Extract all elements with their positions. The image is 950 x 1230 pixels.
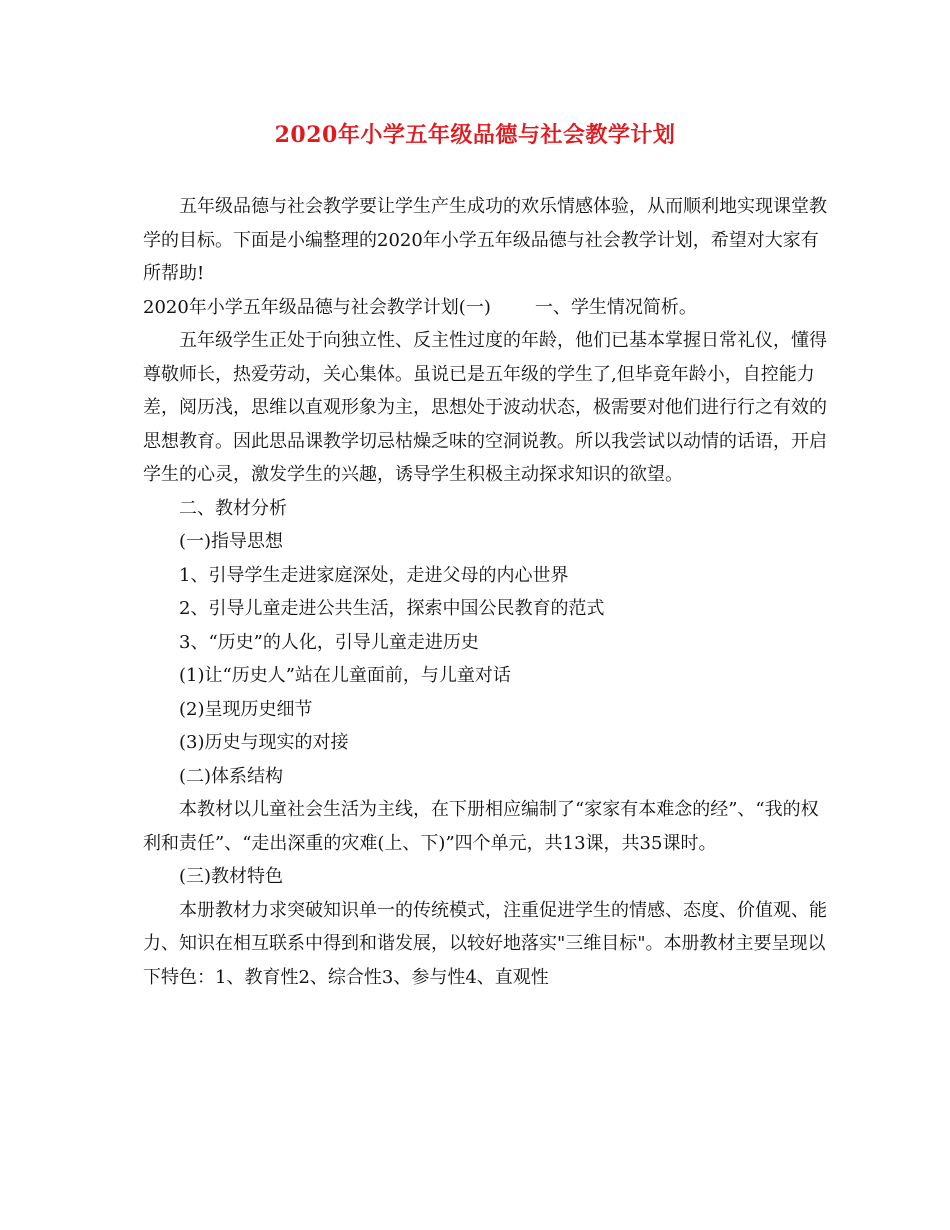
document-title: 2020年小学五年级品德与社会教学计划 [274,122,676,148]
list-item: 1、引导学生走进家庭深处，走进父母的内心世界 [179,564,569,586]
section-heading: 一、学生情况简析。 [534,296,697,318]
heading-system-structure: (二)体系结构 [179,765,284,787]
intro-paragraph: 五年级品德与社会教学要让学生产生成功的欢乐情感体验，从而顺利地实现课堂教学的目标。下面是小编整理的2020年小学五年级品德与社会教学计划，希望对大家有所帮助! [143,196,827,284]
heading-guiding-idea: (一)指导思想 [179,531,284,552]
subheading-title: 2020年小学五年级品德与社会教学计划(一) [143,296,491,318]
list-item: 3、“历史”的人化，引导儿童走进历史 [179,631,479,653]
list-item: (3)历史与现实的对接 [179,732,349,753]
document-body [143,190,833,994]
list-item: (1)让“历史人”站在儿童面前，与儿童对话 [179,665,511,686]
heading-textbook-analysis: 二、教材分析 [179,497,287,519]
heading-textbook-features: (三)教材特色 [179,866,284,887]
paragraph-features: 本册教材力求突破知识单一的传统模式，注重促进学生的情感、态度、价值观、能力、知识在相互联系中得到和谐发展，以较好地落实"三维目标"。本册教材主要呈现以下特色：1、教育性2、综合性3、参与性4、直观性 [143,899,827,988]
paragraph-student-analysis: 五年级学生正处于向独立性、反主性过度的年龄，他们已基本掌握日常礼仪，懂得尊敬师长，热爱劳动，关心集体。虽说已是五年级的学生了,但毕竟年龄小，自控能力差，阅历浅，思维以直观形象为主，思想处于波动状态，极需要对他们进行行之有效的思想教育。因此思品课教学切忌枯燥乏味的空洞说教。所以我尝试以动情的话语，开启学生的心灵，激发学生的兴趣，诱导学生积极主动探求知识的欲望。 [143,330,827,485]
list-item: (2)呈现历史细节 [179,698,313,720]
subheading-line [143,291,833,325]
list-item: 2、引导儿童走进公共生活，探索中国公民教育的范式 [179,598,605,619]
paragraph-structure: 本教材以儿童社会生活为主线，在下册相应编制了“家家有本难念的经”、“我的权利和责任”、“走出深重的灾难(上、下)”四个单元，共13课，共35课时。 [143,799,819,854]
